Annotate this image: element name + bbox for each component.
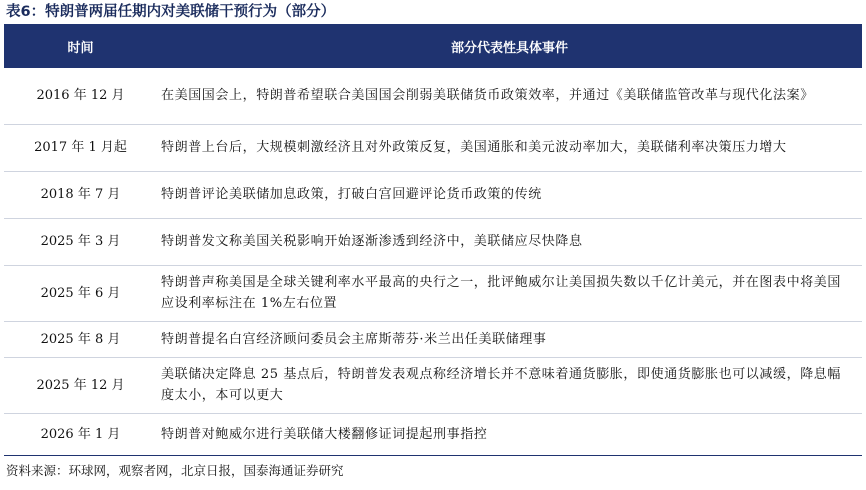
row-event: 特朗普上台后，大规模刺激经济且对外政策反复，美国通胀和美元波动率加大，美联储利率决策压力增大 [157, 124, 862, 171]
row-time: 2026 年 1 月 [4, 413, 157, 455]
header-time: 时间 [4, 24, 157, 68]
table-body [4, 68, 862, 455]
row-time: 2016 年 12 月 [4, 68, 157, 124]
row-event: 在美国国会上，特朗普希望联合美国国会削弱美联储货币政策效率，并通过《美联储监管改革与现代化法案》 [157, 68, 862, 124]
row-event: 特朗普声称美国是全球关键利率水平最高的央行之一，批评鲍威尔让美国损失数以千亿计美元，并在图表中将美国应设利率标注在 1%左右位置 [157, 265, 862, 321]
row-time: 2017 年 1 月起 [4, 124, 157, 171]
table-row [4, 357, 862, 413]
row-time: 2025 年 8 月 [4, 321, 157, 357]
row-event: 特朗普发文称美国关税影响开始逐渐渗透到经济中，美联储应尽快降息 [157, 218, 862, 265]
row-time: 2025 年 3 月 [4, 218, 157, 265]
header-row [4, 24, 862, 68]
table-row [4, 124, 862, 171]
table-title: 表6：特朗普两届任期内对美联储干预行为（部分） [6, 4, 336, 20]
row-time: 2025 年 12 月 [4, 357, 157, 413]
table-row [4, 218, 862, 265]
table-row [4, 68, 862, 124]
row-event: 特朗普评论美联储加息政策，打破白宫回避评论货币政策的传统 [157, 171, 862, 218]
events-table [4, 24, 862, 456]
table-row [4, 265, 862, 321]
header-events: 部分代表性具体事件 [157, 24, 862, 68]
table-row [4, 321, 862, 357]
row-time: 2025 年 6 月 [4, 265, 157, 321]
row-time: 2018 年 7 月 [4, 171, 157, 218]
row-event: 特朗普提名白宫经济顾问委员会主席斯蒂芬·米兰出任美联储理事 [157, 321, 862, 357]
source-note: 资料来源：环球网，观察者网，北京日报，国泰海通证券研究 [6, 462, 344, 478]
table-row [4, 413, 862, 455]
table-row [4, 171, 862, 218]
table-header [4, 24, 862, 68]
row-event: 特朗普对鲍威尔进行美联储大楼翻修证词提起刑事指控 [157, 413, 862, 455]
row-event: 美联储决定降息 25 基点后，特朗普发表观点称经济增长并不意味着通货膨胀，即使通货膨胀也可以减缓，降息幅度太小，本可以更大 [157, 357, 862, 413]
